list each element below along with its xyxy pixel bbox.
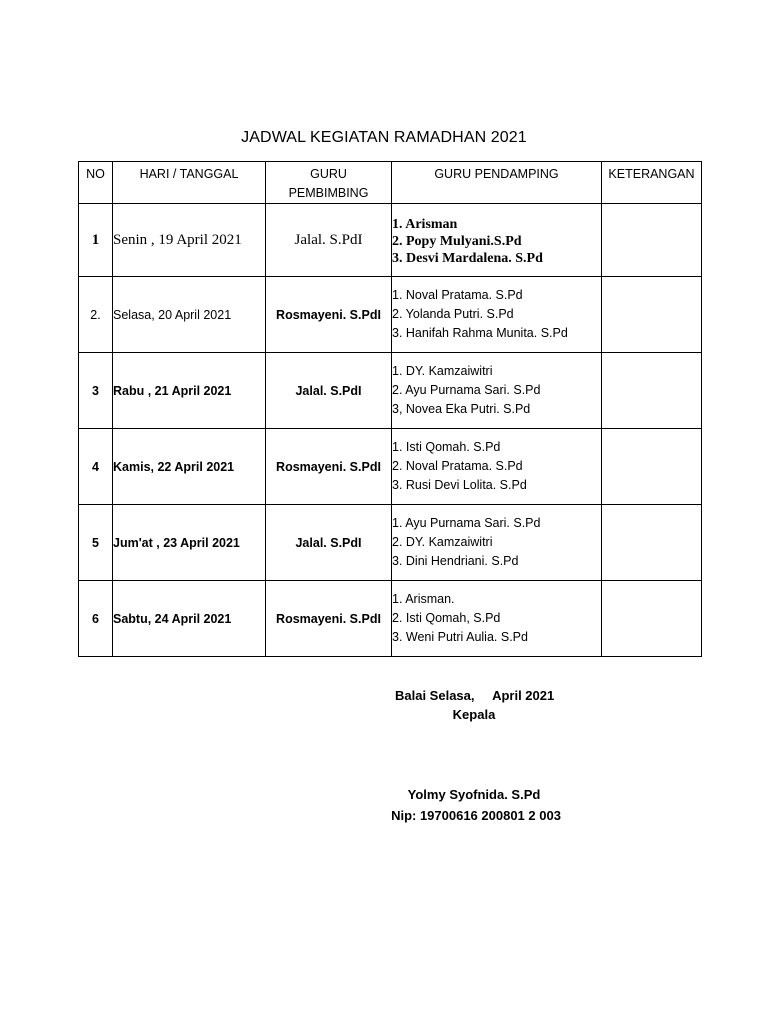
header-keterangan: KETERANGAN — [602, 162, 702, 204]
pendamping-item: 1. Noval Pratama. S.Pd — [392, 288, 523, 302]
header-pendamping: GURU PENDAMPING — [392, 162, 602, 204]
signature-nip: Nip: 19700616 200801 2 003 — [391, 808, 561, 823]
pendamping-item: 1. Arisman — [392, 216, 458, 232]
row-pendamping — [392, 429, 602, 505]
row-day: Kamis, 22 April 2021 — [113, 429, 266, 505]
row-pendamping — [392, 353, 602, 429]
row-guru: Jalal. S.PdI — [266, 505, 392, 581]
signature-place-date: Balai Selasa, April 2021 — [395, 688, 555, 703]
row-day: Senin , 19 April 2021 — [113, 204, 266, 277]
table-row — [79, 505, 702, 581]
row-keterangan — [602, 204, 702, 277]
pendamping-item: 2. Popy Mulyani.S.Pd — [392, 233, 522, 249]
header-guru-line1: GURU — [310, 167, 347, 181]
pendamping-item: 1. Isti Qomah. S.Pd — [392, 440, 501, 454]
pendamping-item: 1. DY. Kamzaiwitri — [392, 364, 493, 378]
table-row — [79, 204, 702, 277]
pendamping-item: 3. Hanifah Rahma Munita. S.Pd — [392, 326, 568, 340]
row-guru: Rosmayeni. S.PdI — [266, 581, 392, 657]
pendamping-item: 2. Noval Pratama. S.Pd — [392, 459, 523, 473]
row-no: 4 — [79, 429, 113, 505]
table-header-row — [79, 162, 702, 204]
header-day: HARI / TANGGAL — [113, 162, 266, 204]
pendamping-item: 3. Dini Hendriani. S.Pd — [392, 554, 519, 568]
page-title: JADWAL KEGIATAN RAMADHAN 2021 — [241, 129, 527, 146]
signature-role: Kepala — [452, 707, 496, 722]
row-keterangan — [602, 277, 702, 353]
header-no: NO — [79, 162, 113, 204]
schedule-table — [78, 161, 702, 657]
row-no: 1 — [79, 204, 113, 277]
pendamping-item: 3. Rusi Devi Lolita. S.Pd — [392, 478, 527, 492]
table-row — [79, 581, 702, 657]
row-keterangan — [602, 429, 702, 505]
pendamping-item: 1. Ayu Purnama Sari. S.Pd — [392, 516, 541, 530]
row-day: Rabu , 21 April 2021 — [113, 353, 266, 429]
row-pendamping — [392, 581, 602, 657]
row-keterangan — [602, 581, 702, 657]
header-guru — [266, 162, 392, 204]
pendamping-item: 3. Desvi Mardalena. S.Pd — [392, 250, 543, 266]
pendamping-item: 3. Weni Putri Aulia. S.Pd — [392, 630, 528, 644]
signature-name: Yolmy Syofnida. S.Pd — [407, 787, 541, 802]
row-pendamping — [392, 505, 602, 581]
header-guru-line2: PEMBIMBING — [288, 186, 369, 200]
row-keterangan — [602, 353, 702, 429]
row-day: Jum'at , 23 April 2021 — [113, 505, 266, 581]
table-row — [79, 429, 702, 505]
row-pendamping — [392, 204, 602, 277]
row-day: Selasa, 20 April 2021 — [113, 277, 266, 353]
row-guru: Jalal. S.PdI — [266, 353, 392, 429]
row-guru: Rosmayeni. S.PdI — [266, 277, 392, 353]
row-no: 5 — [79, 505, 113, 581]
row-day: Sabtu, 24 April 2021 — [113, 581, 266, 657]
row-guru: Rosmayeni. S.PdI — [266, 429, 392, 505]
pendamping-item: 2. DY. Kamzaiwitri — [392, 535, 493, 549]
pendamping-item: 1. Arisman. — [392, 592, 455, 606]
row-no: 2. — [79, 277, 113, 353]
row-no: 3 — [79, 353, 113, 429]
row-keterangan — [602, 505, 702, 581]
pendamping-item: 2. Isti Qomah, S.Pd — [392, 611, 501, 625]
row-no: 6 — [79, 581, 113, 657]
pendamping-item: 3, Novea Eka Putri. S.Pd — [392, 402, 531, 416]
table-row — [79, 353, 702, 429]
row-pendamping — [392, 277, 602, 353]
row-guru: Jalal. S.PdI — [266, 204, 392, 277]
pendamping-item: 2. Yolanda Putri. S.Pd — [392, 307, 514, 321]
pendamping-item: 2. Ayu Purnama Sari. S.Pd — [392, 383, 541, 397]
table-row — [79, 277, 702, 353]
